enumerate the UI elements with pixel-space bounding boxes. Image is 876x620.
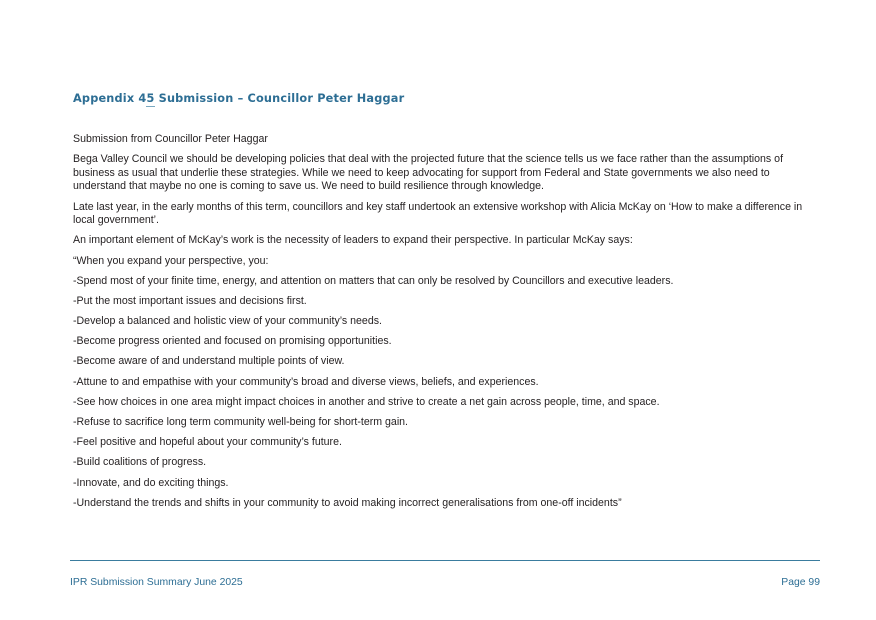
list-item: -Become aware of and understand multiple points of view.: [73, 355, 345, 368]
body-paragraph: An important element of McKay’s work is the necessity of leaders to expand their perspective. In particular McKay says:: [73, 234, 633, 247]
quote-opening-line: “When you expand your perspective, you:: [73, 254, 269, 267]
footer-document-title: IPR Submission Summary June 2025: [70, 577, 243, 588]
page-footer: [70, 577, 820, 588]
page-title-flagged-number: 5: [146, 92, 155, 105]
list-item: -Attune to and empathise with your community’s broad and diverse views, beliefs, and experiences.: [73, 375, 539, 388]
document-body: [73, 133, 821, 517]
list-item: -Innovate, and do exciting things.: [73, 476, 229, 489]
page-title-suffix: Submission – Councillor Peter Haggar: [154, 92, 405, 105]
body-paragraph: Late last year, in the early months of this term, councillors and key staff undertook an extensive workshop with Alicia McKay on ‘How to make a difference in local government’.: [73, 200, 803, 227]
page-title: [73, 92, 823, 105]
footer-divider: [70, 560, 820, 561]
body-paragraph: Bega Valley Council we should be developing policies that deal with the projected future that the science tells us we face rather than the assumptions of business as usual that underlie these strategies. While we need to keep advocating for support from Federal and State governments we also need to understand that maybe no one is coming to save us. We need to build resilience through knowledge.: [73, 153, 784, 193]
list-item: -Feel positive and hopeful about your community’s future.: [73, 436, 342, 449]
list-item: -Understand the trends and shifts in your community to avoid making incorrect generalisations from one-off incidents”: [73, 496, 622, 509]
list-item: -Refuse to sacrifice long term community well-being for short-term gain.: [73, 416, 409, 429]
submission-intro-line: Submission from Councillor Peter Haggar: [73, 133, 268, 145]
footer-page-number: Page 99: [781, 577, 820, 588]
list-item: -See how choices in one area might impact choices in another and strive to create a net gain across people, time, and space.: [73, 395, 660, 408]
list-item: -Put the most important issues and decisions first.: [73, 294, 307, 307]
list-item: -Build coalitions of progress.: [73, 456, 207, 469]
list-item: -Develop a balanced and holistic view of your community’s needs.: [73, 315, 382, 328]
list-item: -Spend most of your finite time, energy, and attention on matters that can only be resolved by Councillors and executive leaders.: [73, 274, 674, 287]
list-item: -Become progress oriented and focused on promising opportunities.: [73, 335, 392, 348]
page-title-prefix: Appendix 4: [73, 92, 147, 105]
